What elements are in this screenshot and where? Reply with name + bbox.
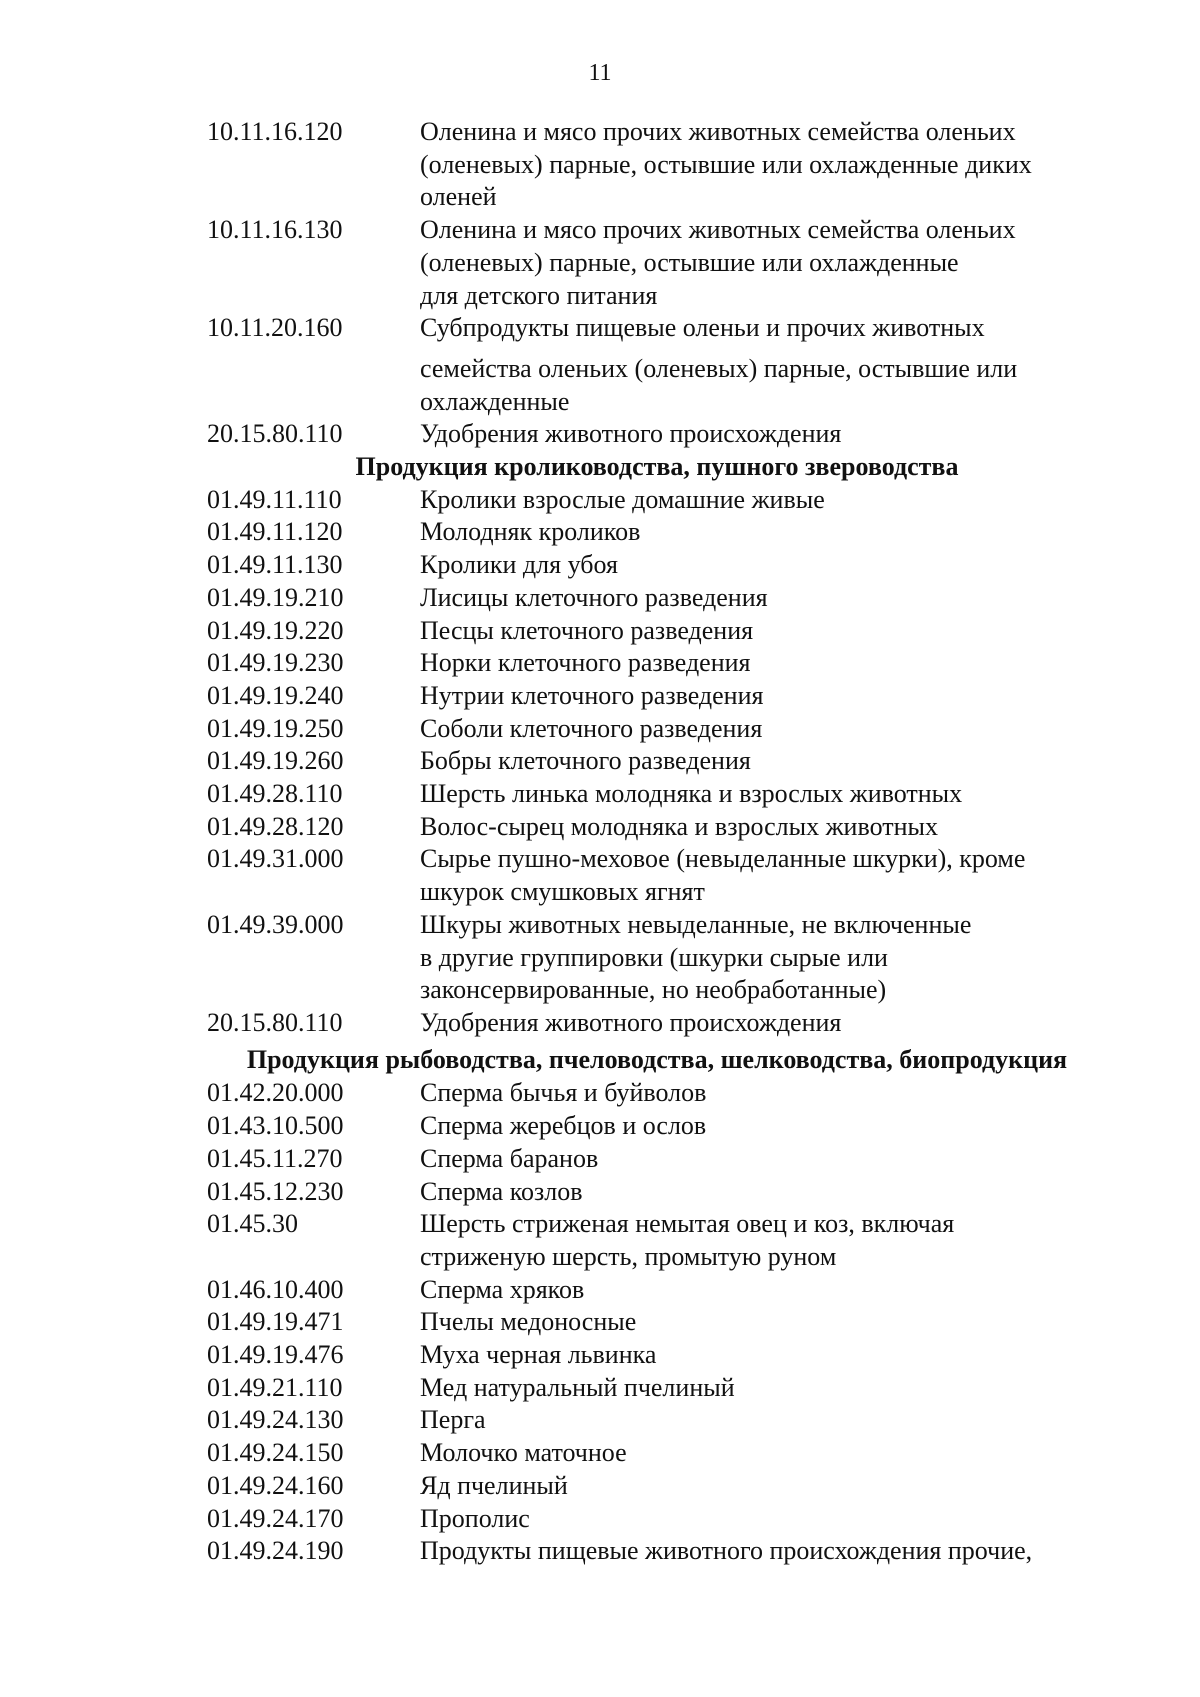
row-name-line: Яд пчелиный (420, 1470, 568, 1500)
row-name (420, 312, 1107, 418)
row-name (420, 1176, 1107, 1209)
table-row (207, 484, 1107, 517)
table-row (207, 1143, 1107, 1176)
row-name (420, 582, 1107, 615)
row-name-line: Мед натуральный пчелиный (420, 1372, 735, 1402)
row-name-line: Сперма хряков (420, 1274, 585, 1304)
table-row (207, 811, 1107, 844)
row-name (420, 1274, 1107, 1307)
row-name (420, 909, 1107, 1007)
row-name-line: семейства оленьих (оленевых) парные, остывшие или (420, 353, 1018, 383)
page-number: 11 (588, 60, 612, 86)
table-row (207, 1503, 1107, 1536)
row-name (420, 745, 1107, 778)
table-row (207, 615, 1107, 648)
row-code: 01.49.11.110 (207, 484, 342, 514)
row-name-line: шкурок смушковых ягнят (420, 877, 705, 907)
row-code: 01.49.19.210 (207, 582, 344, 612)
row-code: 01.49.19.220 (207, 615, 344, 645)
row-name (420, 418, 1107, 451)
row-name-line: Пчелы медоносные (420, 1307, 637, 1337)
row-code: 10.11.16.130 (207, 215, 343, 245)
row-code: 01.49.24.160 (207, 1470, 344, 1500)
table-row (207, 116, 1107, 214)
row-name (420, 484, 1107, 517)
row-code: 01.49.28.120 (207, 811, 344, 841)
table-row (207, 418, 1107, 451)
table-row (207, 745, 1107, 778)
section (207, 1044, 1107, 1568)
row-name-line: Лисицы клеточного разведения (420, 582, 768, 612)
row-name-line: Продукты пищевые животного происхождения прочие, (420, 1536, 1033, 1566)
row-name-line: Норки клеточного разведения (420, 648, 751, 678)
row-name-line: Кролики взрослые домашние живые (420, 484, 825, 514)
table-row (207, 1110, 1107, 1143)
row-code: 10.11.20.160 (207, 313, 343, 343)
row-name-line: Молочко маточное (420, 1438, 627, 1468)
row-code: 20.15.80.110 (207, 1007, 343, 1037)
row-name-line: Шерсть стриженая немытая овец и коз, включая (420, 1209, 955, 1239)
row-name-line: Соболи клеточного разведения (420, 713, 763, 743)
row-code: 01.45.30 (207, 1209, 298, 1239)
row-code: 01.49.19.476 (207, 1340, 344, 1370)
row-name-line: Шкуры животных невыделанные, не включенные (420, 909, 972, 939)
table-row (207, 1339, 1107, 1372)
table-row (207, 1535, 1107, 1568)
row-name (420, 516, 1107, 549)
row-name (420, 843, 1107, 908)
row-code: 01.49.24.170 (207, 1503, 344, 1533)
row-name-line: Оленина и мясо прочих животных семейства оленьих (420, 117, 1016, 146)
row-code: 01.42.20.000 (207, 1078, 344, 1108)
row-name (420, 214, 1107, 312)
row-code: 01.49.11.130 (207, 550, 343, 580)
table-row (207, 1437, 1107, 1470)
row-name (420, 1503, 1107, 1536)
table-row (207, 680, 1107, 713)
row-name (420, 1339, 1107, 1372)
table-row (207, 1372, 1107, 1405)
row-name-line: Молодняк кроликов (420, 517, 641, 547)
row-name-line: (оленевых) парные, остывшие или охлажденные диких (420, 149, 1032, 179)
row-name (420, 1470, 1107, 1503)
row-name-line: Сырье пушно-меховое (невыделанные шкурки), кроме (420, 844, 1026, 874)
row-name (420, 778, 1107, 811)
row-name (420, 1208, 1107, 1273)
row-name-line: Бобры клеточного разведения (420, 746, 751, 776)
row-name-line: Субпродукты пищевые оленьи и прочих животных (420, 313, 985, 343)
row-name-line: (оленевых) парные, остывшие или охлажденные (420, 247, 959, 277)
table-row (207, 516, 1107, 549)
table-row (207, 843, 1107, 908)
table-row (207, 1470, 1107, 1503)
row-name (420, 713, 1107, 746)
row-name-line: Волос-сырец молодняка и взрослых животных (420, 811, 938, 841)
row-name (420, 1143, 1107, 1176)
row-code: 01.49.21.110 (207, 1372, 343, 1402)
table-row (207, 214, 1107, 312)
table-row (207, 1077, 1107, 1110)
table-row (207, 312, 1107, 418)
table-row (207, 1404, 1107, 1437)
row-code: 01.49.19.240 (207, 680, 344, 710)
row-code: 01.49.24.130 (207, 1405, 344, 1435)
row-name-line: Удобрения животного происхождения (420, 1007, 842, 1037)
row-name-line: охлажденные (420, 386, 570, 416)
row-name (420, 1535, 1107, 1568)
row-name-line: Оленина и мясо прочих животных семейства оленьих (420, 215, 1016, 245)
row-name-line: Удобрения животного происхождения (420, 419, 842, 449)
row-name (420, 116, 1107, 214)
row-code: 01.49.39.000 (207, 909, 344, 939)
row-name-line: Песцы клеточного разведения (420, 615, 754, 645)
row-name-line: для детского питания (420, 280, 658, 310)
section (207, 116, 1107, 451)
table-row (207, 549, 1107, 582)
section (207, 451, 1107, 1040)
row-code: 01.46.10.400 (207, 1274, 344, 1304)
row-name-line: Сперма жеребцов и ослов (420, 1111, 707, 1141)
row-code: 01.49.24.190 (207, 1536, 344, 1566)
row-name-line: стриженую шерсть, промытую руном (420, 1241, 837, 1271)
row-name-line: в другие группировки (шкурки сырые или (420, 942, 888, 972)
table-row (207, 778, 1107, 811)
row-code: 01.45.12.230 (207, 1176, 344, 1206)
row-code: 20.15.80.110 (207, 419, 343, 449)
row-code: 01.49.11.120 (207, 517, 343, 547)
row-name (420, 1437, 1107, 1470)
row-name (420, 811, 1107, 844)
row-name-line: Перга (420, 1405, 486, 1435)
table-row (207, 1007, 1107, 1040)
row-code: 01.49.19.471 (207, 1307, 344, 1337)
table-row (207, 582, 1107, 615)
row-name (420, 1110, 1107, 1143)
row-name-line: Муха черная львинка (420, 1340, 657, 1370)
row-name (420, 1077, 1107, 1110)
section-heading: Продукция кролиководства, пушного звероводства (355, 452, 959, 482)
row-code: 01.49.19.230 (207, 648, 344, 678)
row-name-line: Нутрии клеточного разведения (420, 680, 764, 710)
row-code: 01.49.19.250 (207, 713, 344, 743)
code-list (207, 116, 1107, 1568)
row-name-line: Шерсть линька молодняка и взрослых животных (420, 779, 963, 809)
row-name-line: Сперма бычья и буйволов (420, 1078, 707, 1108)
table-row (207, 1176, 1107, 1209)
row-code: 01.45.11.270 (207, 1143, 343, 1173)
row-name-line: Сперма козлов (420, 1176, 583, 1206)
section-heading: Продукция рыбоводства, пчеловодства, шелководства, биопродукция (246, 1044, 1068, 1074)
table-row (207, 1208, 1107, 1273)
row-name-line: законсервированные, но необработанные) (420, 975, 887, 1005)
table-row (207, 713, 1107, 746)
table-row (207, 1274, 1107, 1307)
row-code: 01.43.10.500 (207, 1111, 344, 1141)
table-row (207, 647, 1107, 680)
row-name (420, 1372, 1107, 1405)
row-name-line: оленей (420, 182, 497, 212)
table-row (207, 909, 1107, 1007)
row-name (420, 680, 1107, 713)
row-name (420, 549, 1107, 582)
row-code: 01.49.24.150 (207, 1438, 344, 1468)
row-code: 01.49.28.110 (207, 779, 343, 809)
row-name-line: Сперма баранов (420, 1143, 599, 1173)
row-name (420, 1306, 1107, 1339)
row-name (420, 647, 1107, 680)
row-name-line: Кролики для убоя (420, 550, 618, 580)
row-code: 10.11.16.120 (207, 117, 343, 146)
table-row (207, 1306, 1107, 1339)
row-name (420, 1404, 1107, 1437)
row-name (420, 615, 1107, 648)
row-name-line: Прополис (420, 1503, 530, 1533)
row-code: 01.49.19.260 (207, 746, 344, 776)
row-name (420, 1007, 1107, 1040)
row-code: 01.49.31.000 (207, 844, 344, 874)
